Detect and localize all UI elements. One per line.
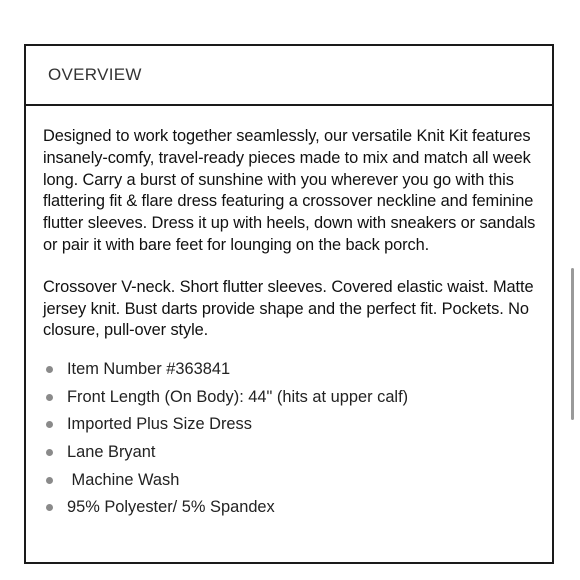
bullet-icon — [46, 477, 53, 484]
details-list — [43, 356, 536, 522]
description-paragraph: Designed to work together seamlessly, our versatile Knit Kit features insanely-comfy, travel-ready pieces made to mix and match all week long. Carry a burst of sunshine with you wherever you go with this flattering fit & flare dress featuring a crossover neckline and feminine flutter sleeves. Dress it up with heels, down with sneakers or sandals or pair it with bare feet for lounging on the back porch. — [43, 127, 536, 254]
bullet-icon — [46, 394, 53, 401]
overview-title: OVERVIEW — [48, 65, 142, 84]
list-item-text: Machine Wash — [67, 470, 180, 489]
overview-body — [26, 106, 552, 522]
list-item — [43, 356, 536, 384]
bullet-icon — [46, 366, 53, 373]
bullet-icon — [46, 421, 53, 428]
list-item — [43, 439, 536, 467]
list-item-text: Front Length (On Body): 44" (hits at upper calf) — [67, 387, 409, 406]
list-item-text: 95% Polyester/ 5% Spandex — [67, 498, 275, 517]
list-item — [43, 384, 536, 412]
list-item-text: Item Number #363841 — [67, 360, 231, 379]
list-item — [43, 467, 536, 495]
list-item — [43, 411, 536, 439]
overview-header[interactable] — [26, 46, 552, 106]
features-paragraph: Crossover V-neck. Short flutter sleeves. Covered elastic waist. Matte jersey knit. Bust darts provide shape and the perfect fit. Pockets. No closure, pull-over style. — [43, 277, 534, 340]
bullet-icon — [46, 504, 53, 511]
list-item — [43, 494, 536, 522]
list-item-text: Imported Plus Size Dress — [67, 415, 252, 434]
list-item-text: Lane Bryant — [67, 442, 156, 461]
bullet-icon — [46, 449, 53, 456]
overview-panel — [24, 44, 554, 564]
scrollbar[interactable] — [571, 268, 574, 420]
